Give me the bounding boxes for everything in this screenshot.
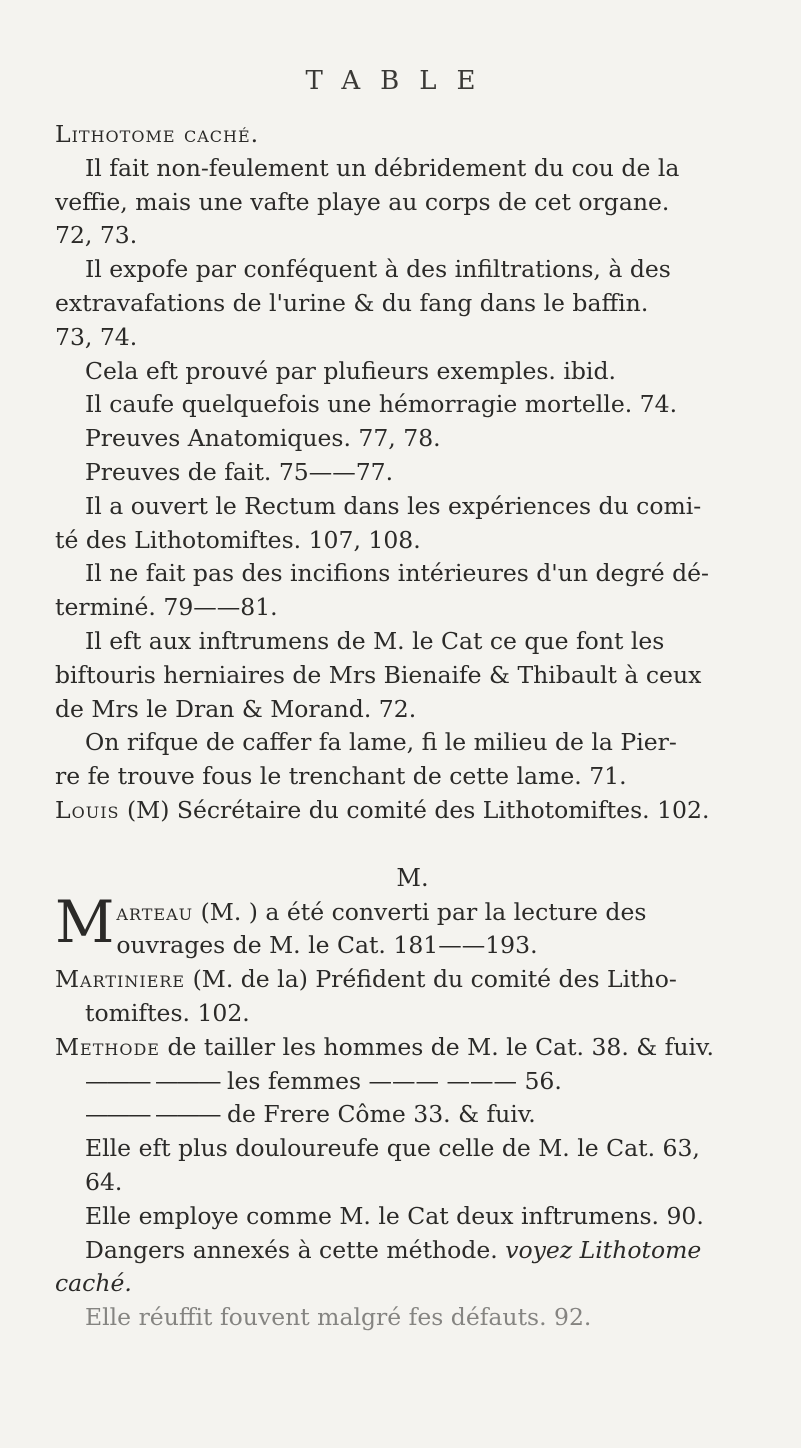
entry-text: les femmes ——— ——— 56. (226, 1066, 562, 1095)
index-line: Il caufe quelquefois une hémorragie mortelle. 74. (85, 390, 678, 419)
index-line: Il a ouvert le Rectum dans les expériences du comi- (85, 491, 702, 520)
index-line: re fe trouve fous le trenchant de cette lame. 71. (55, 762, 627, 791)
index-line: veffie, mais une vafte playe au corps de cet organe. (55, 187, 670, 216)
entry-text: de Frere Côme 33. & fuiv. (226, 1100, 536, 1129)
index-line: 73, 74. (55, 322, 138, 351)
entry-text: (M. de la) Préfident du comité des Litho- (192, 965, 677, 994)
entry-louis (55, 794, 770, 828)
entry-title: Methode (55, 1032, 160, 1061)
entry-text: Dangers annexés à cette méthode. (85, 1235, 498, 1264)
index-line (55, 1065, 770, 1099)
index-line: 64. (85, 1167, 123, 1196)
ditto-dash: ——— ——— (85, 1100, 220, 1129)
entry-title: Louis (55, 795, 120, 824)
index-line: Preuves de fait. 75——77. (85, 457, 394, 486)
index-line: terminé. 79——81. (55, 593, 278, 622)
index-line: Il ne fait pas des incifions intérieures d'un degré dé- (85, 559, 710, 588)
index-line (55, 1234, 770, 1268)
entry-heading-lithotome (55, 118, 770, 152)
ditto-dash: ——— ——— (85, 1066, 220, 1095)
index-line: Cela eft prouvé par plufieurs exemples. ibid. (85, 356, 616, 385)
index-line: Elle réuffit fouvent malgré fes défauts. 92. (85, 1303, 592, 1332)
index-body (55, 118, 770, 1335)
cross-reference: voyez Lithotome (505, 1235, 702, 1264)
index-line (55, 1267, 770, 1301)
entry-title: arteau (116, 897, 194, 926)
cross-reference: caché. (55, 1269, 132, 1298)
entry-text: (M. ) a été converti par la lecture des (200, 897, 647, 926)
index-line: de Mrs le Dran & Morand. 72. (55, 694, 417, 723)
entry-marteau (55, 887, 770, 964)
index-line: On rifque de caffer fa lame, fi le milieu de la Pier- (85, 728, 677, 757)
index-line: Elle employe comme M. le Cat deux inftrumens. 90. (85, 1201, 704, 1230)
entry-methode (55, 1031, 770, 1065)
index-line: té des Lithotomiftes. 107, 108. (55, 525, 421, 554)
entry-text: de tailler les hommes de M. le Cat. 38. & fuiv. (167, 1032, 714, 1061)
index-line: extravafations de l'urine & du fang dans le baffin. (55, 288, 649, 317)
entry-title: Lithotome caché. (55, 120, 260, 148)
entry-text: (M) Sécrétaire du comité des Lithotomiftes. 102. (126, 795, 710, 824)
index-line: ouvrages de M. le Cat. 181——193. (116, 931, 538, 960)
index-line: Il eft aux inftrumens de M. le Cat ce que font les (85, 626, 665, 655)
section-letter-m: M. (396, 863, 429, 892)
page-header: TABLE (305, 66, 496, 96)
index-line: biftouris herniaires de Mrs Bienaife & Thibault à ceux (55, 660, 702, 689)
index-line: tomiftes. 102. (85, 998, 250, 1027)
index-line: 72, 73. (55, 221, 138, 250)
entry-martiniere (55, 963, 770, 997)
index-line (55, 1098, 770, 1132)
entry-title: Martiniere (55, 965, 186, 994)
index-line: Elle eft plus douloureufe que celle de M. le Cat. 63, (85, 1134, 700, 1163)
index-line: Il fait non-feulement un débridement du cou de la (85, 153, 680, 182)
index-line: Preuves Anatomiques. 77, 78. (85, 424, 441, 453)
drop-cap: M (55, 887, 115, 956)
index-line: Il expofe par conféquent à des infiltrations, à des (85, 255, 671, 284)
